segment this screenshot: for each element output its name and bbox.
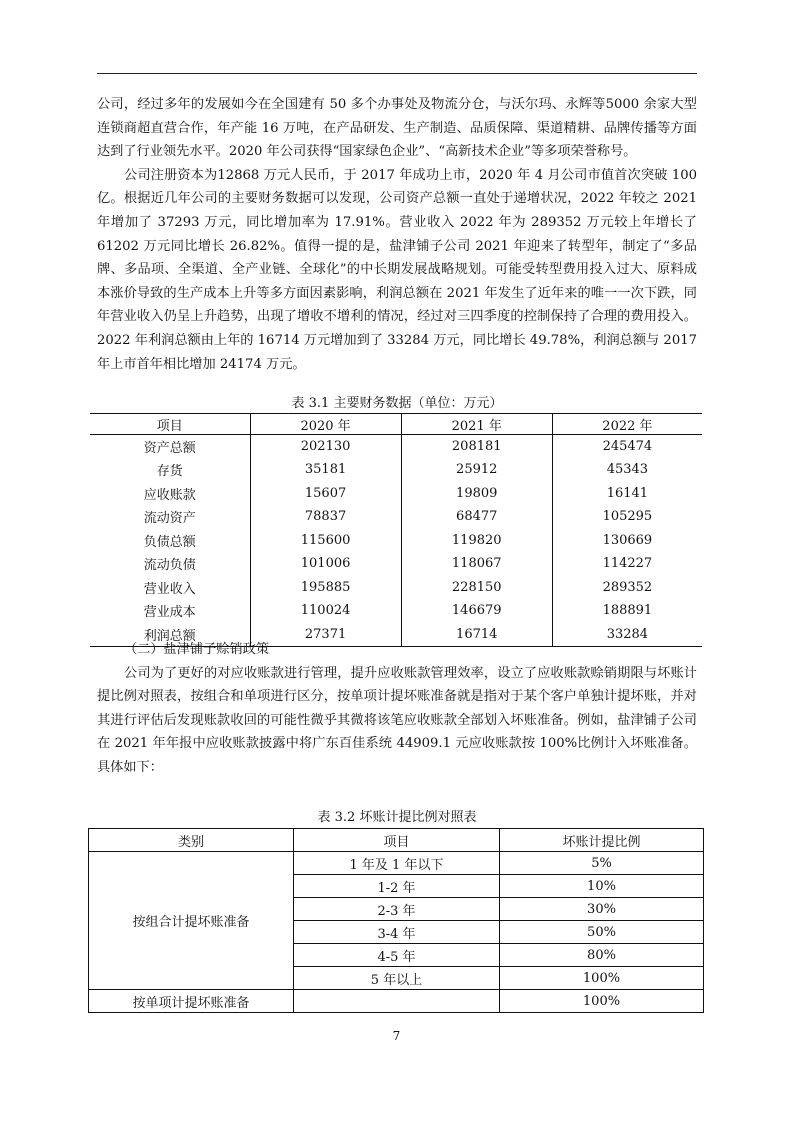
table-row [90, 435, 702, 459]
paragraph-credit-policy: 公司为了更好的对应收账款进行管理，提升应收账款管理效率，设立了应收账款赊销期限与坏账计提比例对照表，按组合和单项进行区分，按单项计提坏账准备就是指对于某个客户单独计提坏账，并对其进行评估后发现账款收回的可能性微乎其微将该笔应收账款全部划入坏账准备。例如，盐津铺子公司在 2021 年年报中应收账款披露中将广东百佳系统 44909.1 元应收账款按 100%比例计入坏账准备。具体如下： [97, 665, 697, 775]
table-cell: 188891 [552, 599, 702, 623]
bad-debt-ratio-body [89, 852, 704, 1013]
paragraph-financial-summary: 公司注册资本为12868 万元人民币，于 2017 年成功上市，2020 年 4 月公司市值首次突破 100 亿。根据近几年公司的主要财务数据可以发现，公司资产总额一直处于递增状况，2022 年较之 2021 年增加了 37293 万元，同比增加率为 17.91%。营业收入 2022 年为 289352 万元较上年增长了 61202 万元同比增长 26.82%。值得一提的是，盐津铺子公司 2021 年迎来了转型年，制定了“多品牌、多品项、全渠道、全产业链、全球化”的中长期发展战略规划。可能受转型费用投入过大、原料成本涨价导致的生产成本上升等多方面因素影响，利润总额在 2021 年发生了近年来的唯一一次下跌，同年营业收入仍呈上升趋势，出现了增收不增利的情况，经过对三四季度的控制保持了合理的费用投入。2022 年利润总额由上年的 16714 万元增加到了 33284 万元，同比增长 49.78%，利润总额与 2017 年上市首年相比增加 24174 万元。 [97, 167, 697, 372]
table-cell [294, 990, 500, 1013]
financial-data-body [90, 435, 702, 647]
table-cell: 利润总额 [90, 623, 250, 647]
table-cell: 78837 [250, 505, 401, 529]
table-cell: 80% [500, 944, 704, 967]
table-cell: 105295 [552, 505, 702, 529]
page-number: 7 [392, 1029, 401, 1043]
table2-caption: 表 3.2 坏账计提比例对照表 [317, 810, 477, 825]
table-cell: 33284 [552, 623, 702, 647]
table-cell: 119820 [401, 529, 552, 553]
table-header-row [89, 829, 704, 852]
table-row [89, 852, 704, 875]
table-cell: 245474 [552, 435, 702, 459]
table-header-cell: 项目 [294, 829, 500, 852]
table-cell: 27371 [250, 623, 401, 647]
table-cell: 16141 [552, 482, 702, 506]
financial-data-table [90, 413, 702, 647]
table-header-cell: 项目 [90, 414, 250, 435]
table-cell: 存货 [90, 458, 250, 482]
table-cell: 营业收入 [90, 576, 250, 600]
table-header-cell: 2020 年 [250, 414, 401, 435]
table-row [90, 599, 702, 623]
table-cell: 资产总额 [90, 435, 250, 459]
header-rule [97, 73, 697, 74]
table-cell: 50% [500, 921, 704, 944]
table-cell: 118067 [401, 552, 552, 576]
table-cell: 115600 [250, 529, 401, 553]
table-cell: 25912 [401, 458, 552, 482]
table-header-row [90, 414, 702, 435]
table-cell: 1-2 年 [294, 875, 500, 898]
table-row [89, 990, 704, 1013]
table-row [90, 576, 702, 600]
table-cell: 5% [500, 852, 704, 875]
table-row [90, 458, 702, 482]
table-cell: 202130 [250, 435, 401, 459]
body-text-top [97, 93, 697, 376]
table-cell: 101006 [250, 552, 401, 576]
table-header-cell: 2022 年 [552, 414, 702, 435]
table-header-cell: 类别 [89, 829, 294, 852]
table-cell: 35181 [250, 458, 401, 482]
table-row [90, 529, 702, 553]
table-cell: 2-3 年 [294, 898, 500, 921]
table-cell: 15607 [250, 482, 401, 506]
table-cell: 4-5 年 [294, 944, 500, 967]
table-cell: 68477 [401, 505, 552, 529]
table-row [90, 552, 702, 576]
table-cell: 16714 [401, 623, 552, 647]
table1-caption: 表 3.1 主要财务数据（单位：万元） [291, 396, 503, 411]
table-cell: 100% [500, 967, 704, 990]
table-cell: 289352 [552, 576, 702, 600]
table-cell: 110024 [250, 599, 401, 623]
table-row [90, 482, 702, 506]
table-header-cell: 2021 年 [401, 414, 552, 435]
group-category-cell: 按组合计提坏账准备 [89, 852, 294, 990]
table-header-cell: 坏账计提比例 [500, 829, 704, 852]
table-cell: 19809 [401, 482, 552, 506]
table-cell: 114227 [552, 552, 702, 576]
table-cell: 3-4 年 [294, 921, 500, 944]
table-cell: 30% [500, 898, 704, 921]
bad-debt-ratio-table [88, 828, 704, 1013]
table-cell: 146679 [401, 599, 552, 623]
table-cell: 130669 [552, 529, 702, 553]
table-cell: 208181 [401, 435, 552, 459]
table-cell: 应收账款 [90, 482, 250, 506]
table-cell: 流动负债 [90, 552, 250, 576]
body-text-bottom [97, 638, 697, 780]
table-cell: 10% [500, 875, 704, 898]
table-cell: 45343 [552, 458, 702, 482]
table-cell: 100% [500, 990, 704, 1013]
table-row [90, 505, 702, 529]
table-cell: 228150 [401, 576, 552, 600]
table-cell: 1 年及 1 年以下 [294, 852, 500, 875]
table-cell: 营业成本 [90, 599, 250, 623]
table-cell: 5 年以上 [294, 967, 500, 990]
paragraph-company-intro: 公司，经过多年的发展如今在全国建有 50 多个办事处及物流分仓，与沃尔玛、永辉等5000 余家大型连锁商超直营合作，年产能 16 万吨，在产品研发、生产制造、品质保障、渠道精耕、品牌传播等方面达到了行业领先水平。2020 年公司获得“国家绿色企业”、“高新技术企业”等多项荣誉称号。 [97, 97, 697, 160]
section-heading: （二）盐津铺子赊销政策 [124, 642, 270, 657]
table-cell: 按单项计提坏账准备 [89, 990, 294, 1013]
table-cell: 流动资产 [90, 505, 250, 529]
table-cell: 负债总额 [90, 529, 250, 553]
table-cell: 195885 [250, 576, 401, 600]
